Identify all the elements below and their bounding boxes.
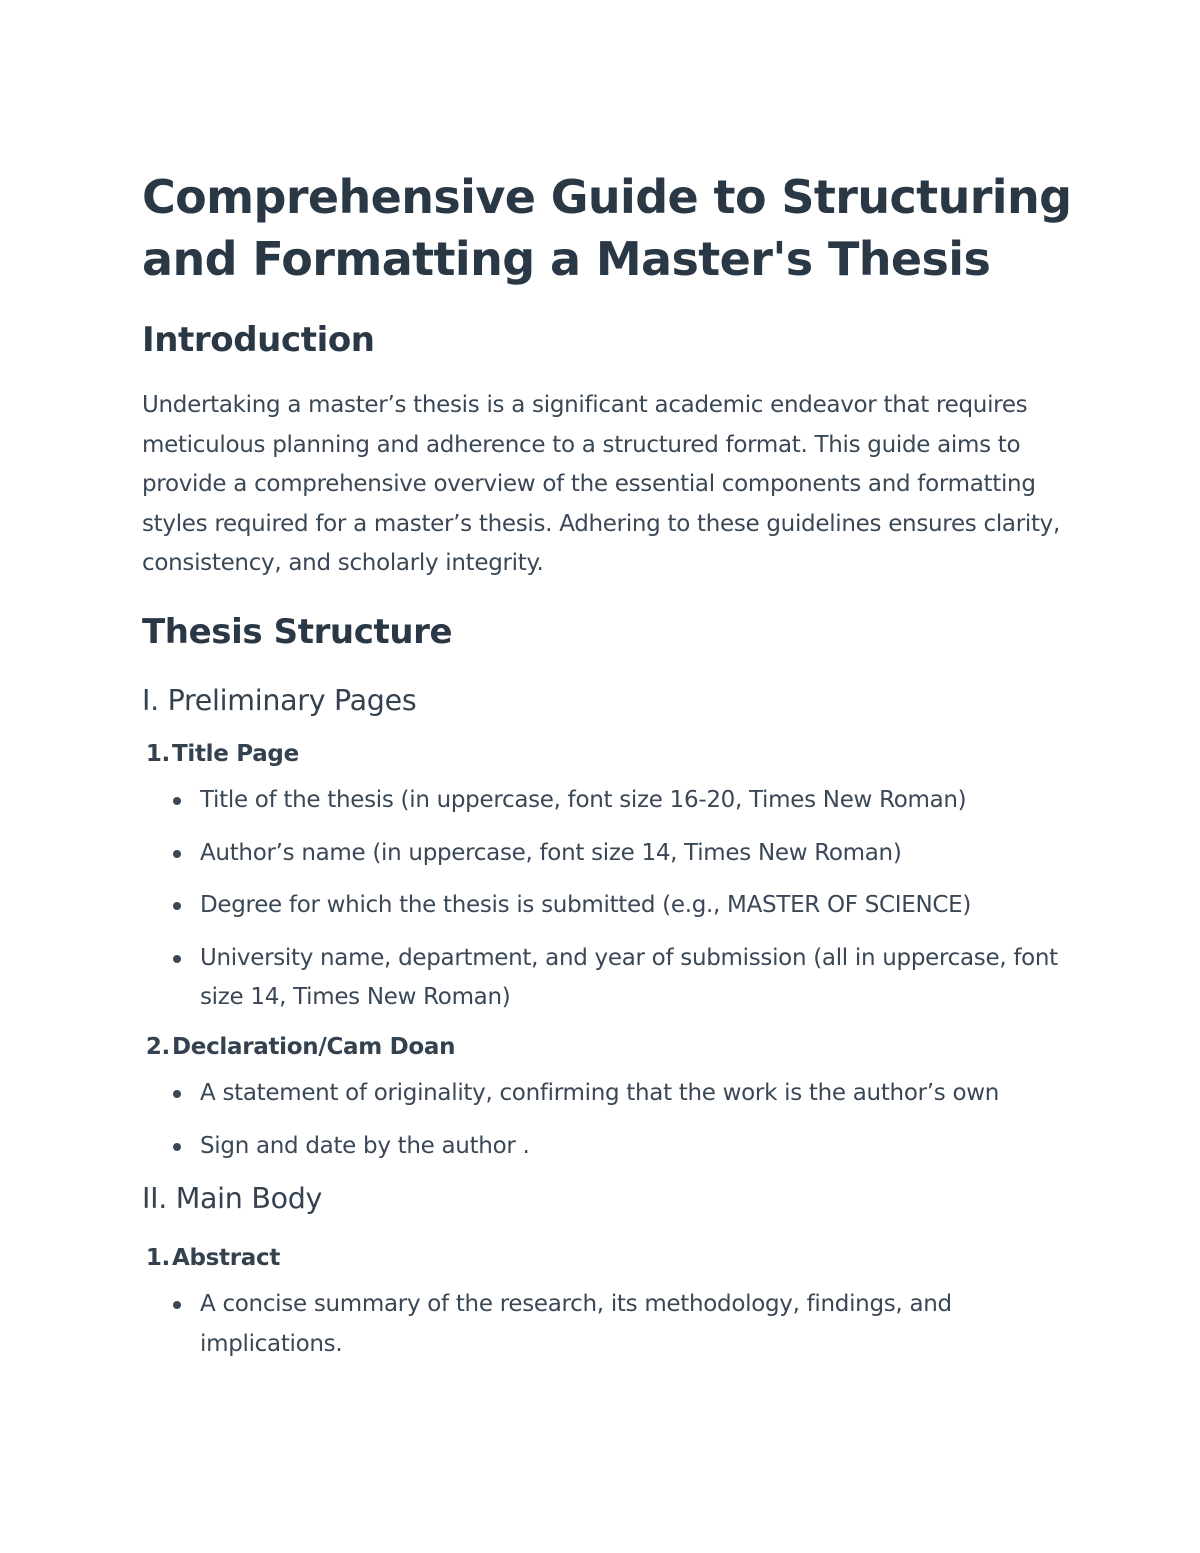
bullet-icon — [173, 850, 181, 858]
document-title: Comprehensive Guide to Structuring and Formatting a Master's Thesis — [142, 170, 1072, 286]
numbered-item-declaration — [142, 1031, 1072, 1063]
numbered-item-title-page — [142, 738, 1072, 770]
list-item — [142, 1285, 1072, 1364]
list-item — [142, 1074, 1072, 1114]
bullet-icon — [173, 1143, 181, 1151]
item-label: Title Page — [172, 740, 299, 767]
list-item — [142, 886, 1072, 926]
bullet-icon — [173, 1090, 181, 1098]
bullet-text: A concise summary of the research, its methodology, findings, and implications. — [200, 1291, 952, 1357]
list-item — [142, 939, 1072, 1018]
bullet-text: Sign and date by the author . — [200, 1132, 530, 1159]
bullet-icon — [173, 797, 181, 805]
declaration-bullet-list — [142, 1074, 1072, 1166]
bullet-icon — [173, 1301, 181, 1309]
item-label: Abstract — [172, 1245, 281, 1272]
bullet-text: Title of the thesis (in uppercase, font size 16-20, Times New Roman) — [200, 786, 967, 813]
list-item — [142, 781, 1072, 821]
item-number: 1. — [145, 1245, 170, 1272]
numbered-item-abstract — [142, 1242, 1072, 1274]
bullet-text: Author’s name (in uppercase, font size 14, Times New Roman) — [200, 839, 902, 866]
bullet-text: University name, department, and year of submission (all in uppercase, font size 14, Times New Roman) — [200, 944, 1058, 1011]
item-number: 2. — [145, 1033, 170, 1060]
bullet-text: A statement of originality, confirming that the work is the author’s own — [200, 1079, 1000, 1106]
item-number: 1. — [145, 740, 170, 767]
bullet-icon — [173, 955, 181, 963]
section-main-body-heading: II. Main Body — [142, 1182, 323, 1216]
title-page-bullet-list — [142, 781, 1072, 1018]
bullet-text: Degree for which the thesis is submitted (e.g., MASTER OF SCIENCE) — [200, 892, 972, 919]
abstract-bullet-list — [142, 1285, 1072, 1364]
bullet-icon — [173, 902, 181, 910]
list-item — [142, 834, 1072, 874]
section-preliminary-pages-heading: I. Preliminary Pages — [142, 683, 417, 717]
document-page — [142, 166, 1072, 1364]
item-label: Declaration/Cam Doan — [172, 1033, 456, 1060]
introduction-heading: Introduction — [142, 320, 375, 360]
introduction-paragraph: Undertaking a master’s thesis is a significant academic endeavor that requires meticulous planning and adherence to a structured format. This guide aims to provide a comprehensive overview of the essential components and formatting styles required for a master’s thesis. Adhering to these guidelines ensures clarity, consistency, and scholarly integrity. — [142, 392, 1061, 577]
list-item — [142, 1127, 1072, 1167]
thesis-structure-heading: Thesis Structure — [142, 611, 453, 652]
